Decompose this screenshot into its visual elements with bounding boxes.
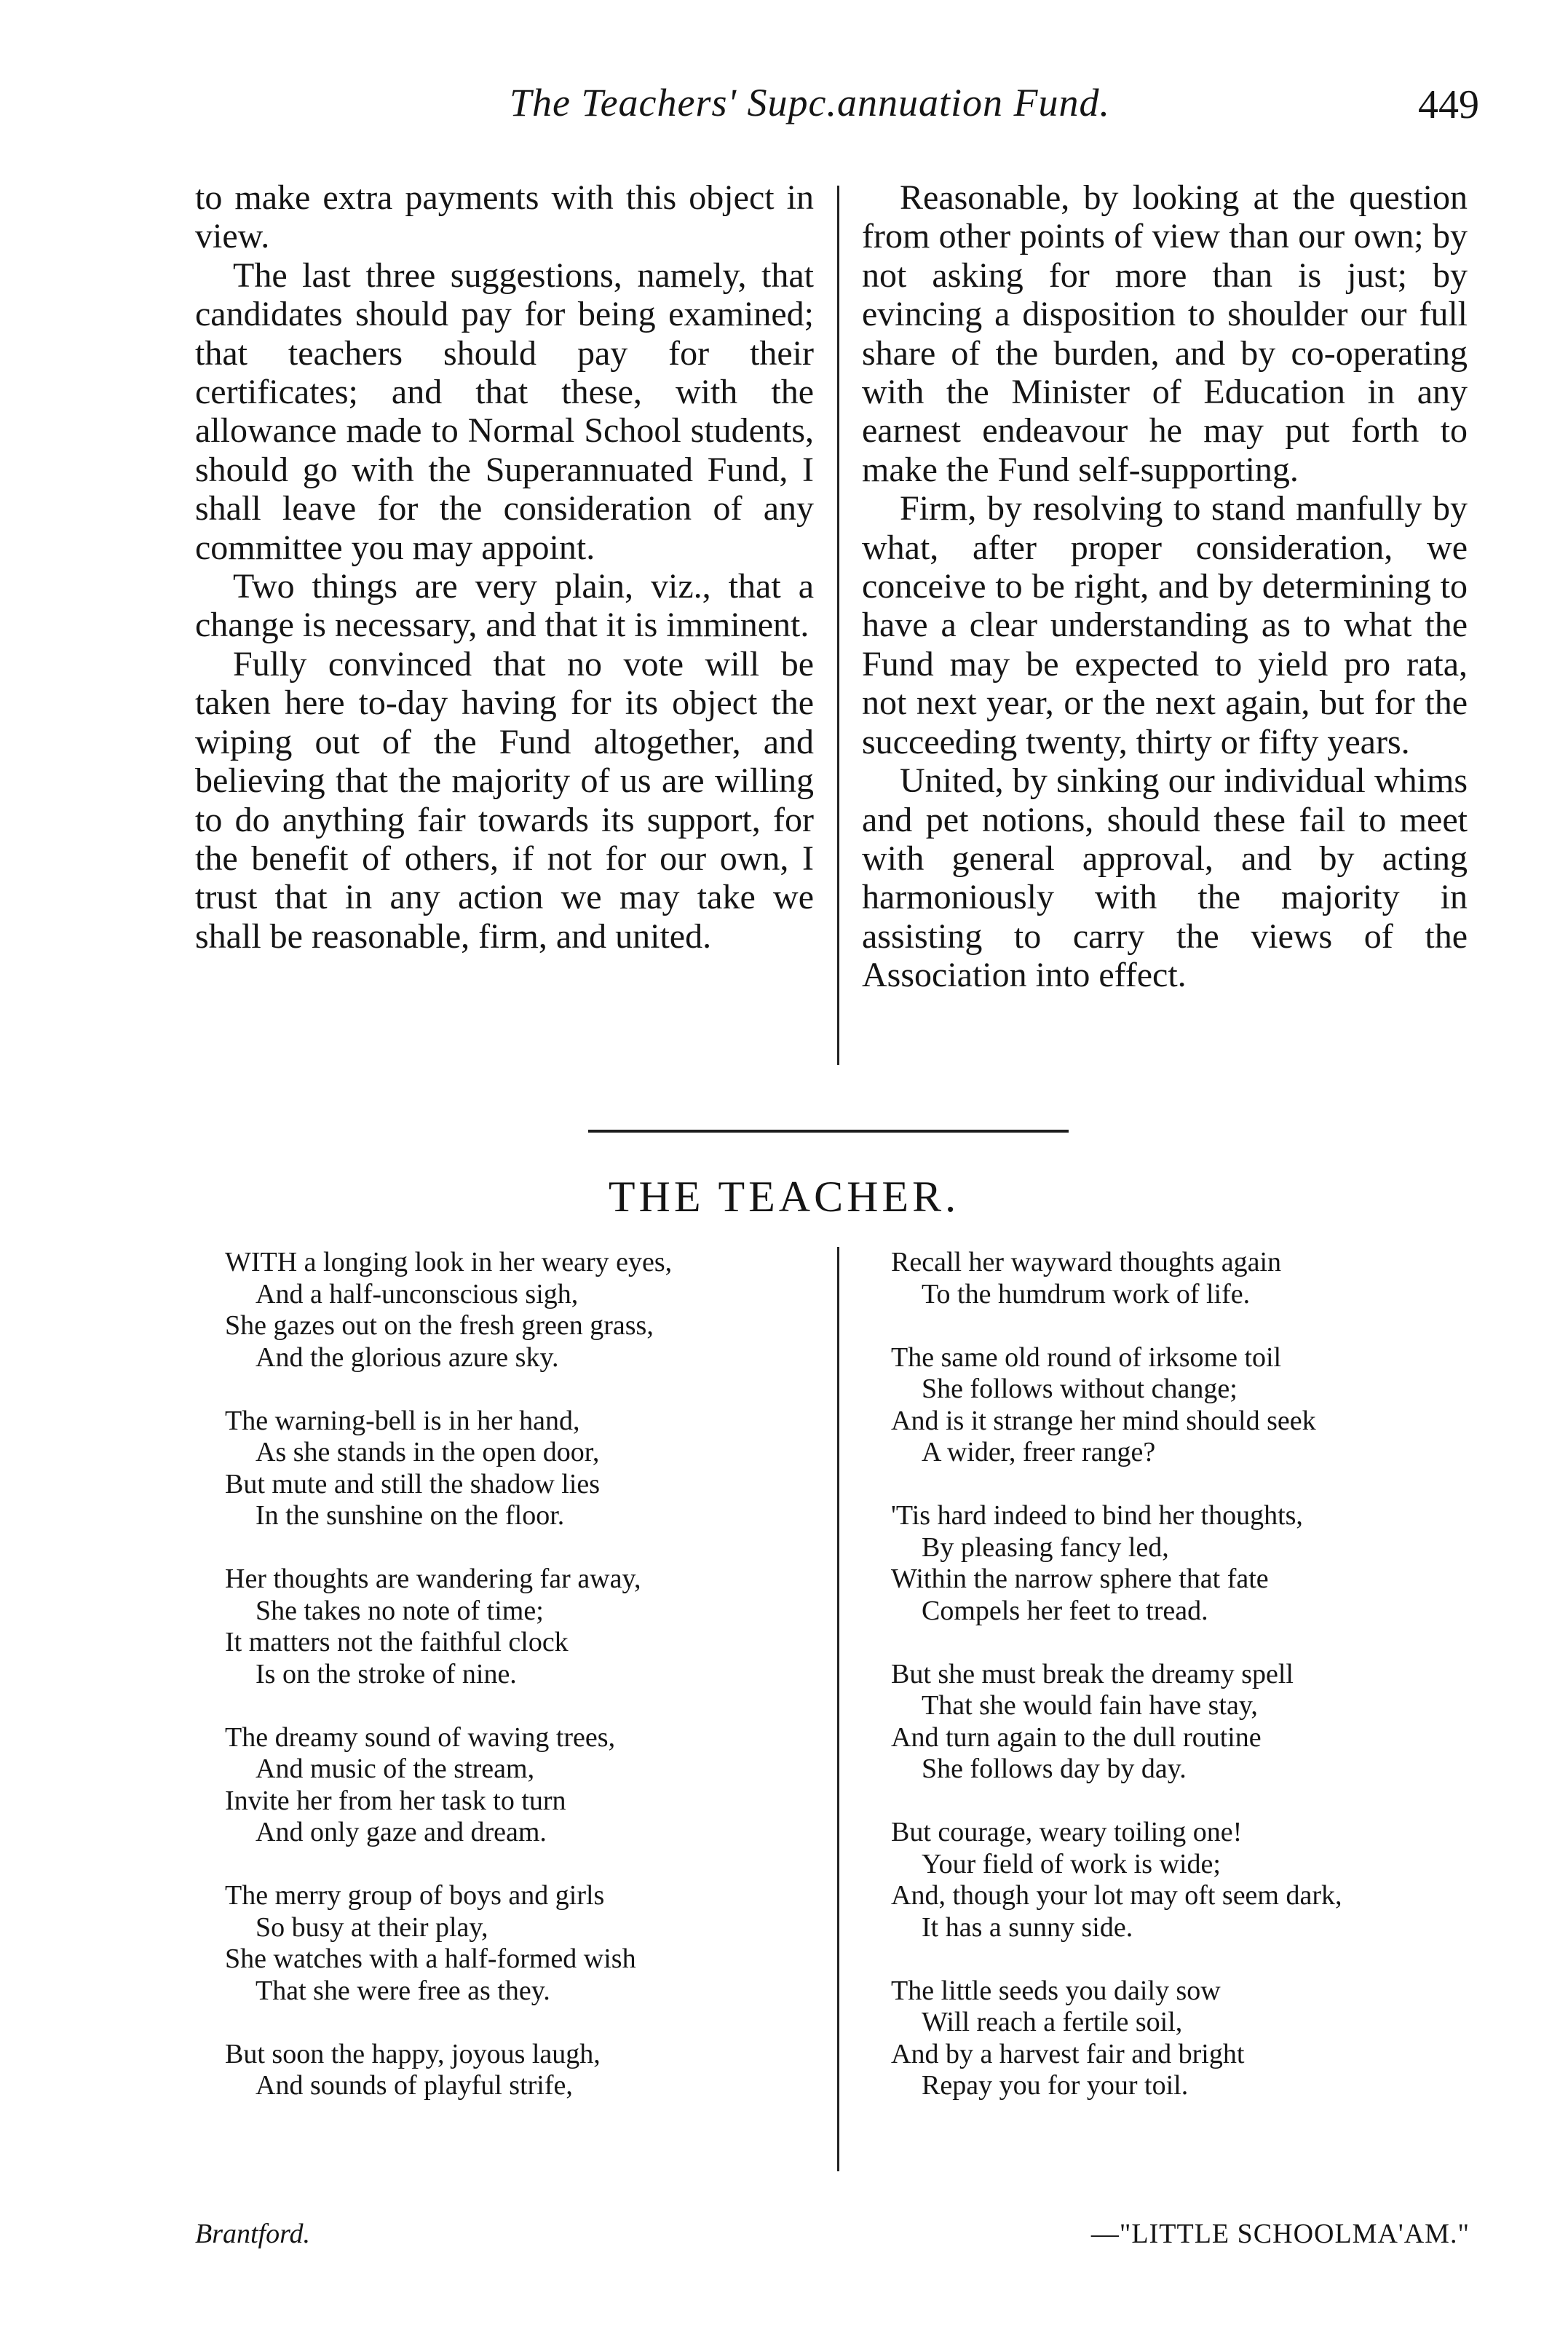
poem-line: So busy at their play, [256,1911,488,1943]
poem-line: But courage, weary toiling one! [891,1817,1243,1847]
poem-column-divider [837,1247,839,2171]
poem-line: That she would fain have stay, [922,1690,1258,1721]
poem-line: A wider, freer range? [922,1437,1156,1467]
poem-line: And a half-unconscious sigh, [256,1278,579,1309]
poem-line: And music of the stream, [256,1753,535,1784]
poem-line: The warning-bell is in her hand, [225,1405,580,1436]
poem-stanza [225,1880,822,2007]
poem-line: But mute and still the shadow lies [225,1468,601,1499]
poem-line: And by a harvest fair and bright [891,2038,1245,2069]
poem-line: She gazes out on the fresh green grass, [225,1310,654,1341]
poem-line: As she stands in the open door, [256,1437,600,1467]
article-paragraph: United, by sinking our individual whims and pet notions, should these fail to meet with general approval, and by acting harmoniously with the majority in assisting to carry the views of the Association into effect. [862,761,1468,995]
section-divider-rule [588,1130,1069,1133]
poem-line: In the sunshine on the floor. [256,1500,565,1531]
article-paragraph: Firm, by resolving to stand manfully by what, after proper consideration, we conceive to be right, and by determining to have a clear understanding as to what the Fund may be expected to yield pro rata, not next year, or the next again, but for the succeeding twenty, thirty or fifty years. [862,489,1468,761]
poem-stanza [225,2039,822,2102]
poem-line: 'Tis hard indeed to bind her thoughts, [891,1500,1303,1531]
poem-line: Compels her feet to tread. [922,1595,1208,1626]
poem-stanza [891,1342,1488,1469]
poem-line: Repay you for your toil. [922,2070,1189,2101]
poem-stanza [225,1722,822,1849]
poem-stanza [225,1406,822,1532]
poem-line: She takes no note of time; [256,1595,544,1626]
poem-line: But soon the happy, joyous laugh, [225,2038,601,2069]
poem-line: To the humdrum work of life. [922,1278,1251,1309]
article-paragraph: Two things are very plain, viz., that a change is necessary, and that it is imminent. [195,567,814,645]
poem-left-column [225,1247,822,2133]
poem-line: Recall her wayward thoughts again [891,1247,1282,1277]
article-paragraph: The last three suggestions, namely, that candidates should pay for being examined; that teachers should pay for their certificates; and that these, with the allowance made to Normal School students, should go with the Superannuated Fund, I shall leave for the consideration of any committee you may appoint. [195,255,814,567]
article-paragraph: to make extra payments with this object in view. [195,178,814,256]
poem-stanza [225,1564,822,1690]
poem-line: The little seeds you daily sow [891,1975,1221,2006]
article-paragraph: Reasonable, by looking at the question from other points of view than our own; by not asking for more than is just; by evincing a disposition to shoulder our full share of the burden, and by co-operating with the Minister of Education in any earnest endeavour he may put forth to make the Fund self-supporting. [862,178,1468,489]
poem-line: Invite her from her task to turn [225,1785,566,1816]
poem-line: Will reach a fertile soil, [922,2007,1183,2037]
poem-line: It has a sunny side. [922,1911,1133,1943]
poem-line: And only gaze and dream. [256,1817,547,1847]
poem-line: Within the narrow sphere that fate [891,1564,1269,1594]
poem-line: And turn again to the dull routine [891,1721,1262,1753]
poem-stanza [891,1659,1488,1786]
poem-line: She watches with a half-formed wish [225,1943,636,1974]
poem-line: That she were free as they. [256,1975,550,2006]
poem-line: The merry group of boys and girls [225,1880,605,1911]
poem-stanza [891,1247,1488,1310]
poem-line: Is on the stroke of nine. [256,1658,517,1689]
poem-right-column [891,1247,1488,2133]
article-paragraph: Fully convinced that no vote will be taken here to-day having for its object the wiping out of the Fund altogether, and believing that the majority of us are willing to do anything fair towards its support, for the benefit of others, if not for our own, I trust that in any action we may take we shall be reasonable, firm, and united. [195,644,814,956]
running-title: The Teachers' Supc.annuation Fund. [510,81,1111,124]
poem-line: Your field of work is wide; [922,1848,1221,1879]
poem-stanza [891,1976,1488,2102]
poem-stanza [891,1500,1488,1627]
poem-line: But she must break the dreamy spell [891,1658,1294,1689]
poem-line: She follows day by day. [922,1753,1187,1784]
poem-line: By pleasing fancy led, [922,1531,1169,1563]
poem-line: The same old round of irksome toil [891,1342,1282,1373]
page-number: 449 [1418,82,1479,127]
poem-stanza [225,1247,822,1374]
poem-title: THE TEACHER. [608,1173,960,1221]
poem-stanza [891,1817,1488,1943]
poem-line: And sounds of playful strife, [256,2070,573,2101]
poem-line: She follows without change; [922,1374,1238,1404]
article-left-column [195,178,814,956]
poem-line: And, though your lot may oft seem dark, [891,1880,1342,1911]
poem-line: Her thoughts are wandering far away, [225,1564,641,1594]
poem-line: The dreamy sound of waving trees, [225,1721,616,1753]
poem-line: And the glorious azure sky. [256,1342,559,1373]
poem-place: Brantford. [195,2219,310,2249]
article-column-divider [837,186,839,1065]
poem-line: It matters not the faithful clock [225,1627,569,1657]
poem-line: And is it strange her mind should seek [891,1405,1316,1436]
poem-line: WITH a longing look in her weary eyes, [225,1247,673,1277]
poem-author: —"LITTLE SCHOOLMA'AM." [1090,2219,1470,2249]
article-right-column [862,178,1468,995]
